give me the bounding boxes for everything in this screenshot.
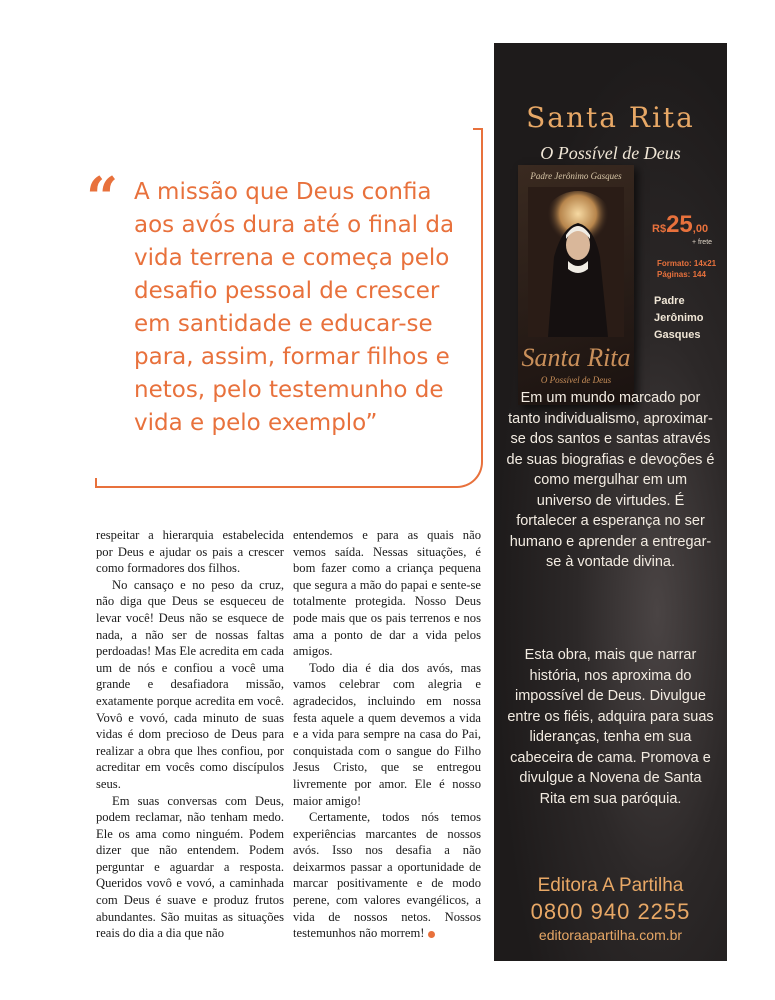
book-format: Formato: 14x21: [657, 259, 717, 268]
quote-open-mark: “: [86, 165, 119, 231]
author-line: Jerônimo: [654, 312, 704, 324]
paragraph: No cansaço e no peso da cruz, não diga que Deus se esqueceu de levar você! Deus não se esquece de nada, a não ser de nossas faltas perdoadas! Mas Ele acredita em cada um de nós e confiou a você uma grande e desafiadora missão, exatamente porque acredita em você. Vovô e vovó, cada minuto de suas vidas é dom precioso de Deus para realizar a obra que lhes confiou, por acreditar em vocês como discípulos seus.: [96, 577, 284, 791]
paragraph-text: Certamente, todos nós temos experiências marcantes de nossos avós. Isso nos desafia a não deixarmos passar a oportunidade de marcar positivamente e de modo perene, com valores evangélicos, a vida de nossos netos. Nossos testemunhos não morrem!: [293, 810, 481, 941]
paragraph: Em suas conversas com Deus, podem reclamar, não tenham medo. Ele os ama como ninguém. Podem dizer que não entendem. Podem perguntar e aguardar a resposta. Queridos vovô e vovó, a caminhada com Deus é suave e produz frutos abundantes. São muitas as situações reais do dia a dia que não: [96, 793, 284, 941]
book-advertisement[interactable]: [494, 43, 727, 961]
article-column-1: [96, 527, 284, 942]
paragraph: Todo dia é dia dos avós, mas vamos celebrar com alegria e agradecidos, incluindo em nossa festa aquele a quem devemos a vida e a vida para sempre na casa do Pai, conquistada com o sangue do Filho Jesus Cristo, que se entregou livremente por amor. Ele é nosso maior amigo!: [293, 660, 481, 808]
author-line: Padre: [654, 295, 685, 307]
paragraph-last: [293, 809, 481, 942]
shipping-note: + frete: [692, 239, 713, 246]
paragraph: entendemos e para as quais não vemos saída. Nessas situações, é bom fazer como a criança pequena que segura a mão do papai e sente-se totalmente protegida. Nosso Deus pode mais que os pais terrenos e nos ama a ponto de dar a vida pelos amigos.: [293, 528, 481, 659]
frame-tick-left: [95, 478, 97, 488]
book-cover-author: Padre Jerônimo Gasques: [530, 171, 622, 181]
frame-tick-top: [473, 128, 483, 130]
price: [652, 211, 708, 239]
ad-paragraph-2: Esta obra, mais que narrar história, nos aproxima do impossível de Deus. Divulgue entre os fiéis, adquira para suas lideranças, tenha em sua cabeceira de cama. Promova e divulgue a Novena de Santa Rita em sua paróquia.: [507, 647, 714, 807]
price-currency: R$: [652, 223, 667, 235]
end-mark-icon: [428, 931, 435, 938]
article-column-2: [293, 527, 481, 942]
publisher-website-link[interactable]: editoraapartilha.com.br: [538, 927, 683, 943]
author-line: Gasques: [654, 329, 701, 341]
price-decimal: ,00: [692, 223, 709, 235]
publisher-name: Editora A Partilha: [537, 875, 684, 896]
saint-portrait-icon: [528, 187, 624, 337]
ad-subtitle: O Possível de Deus: [540, 143, 681, 163]
ad-title: Santa Rita: [526, 101, 695, 134]
price-integer: 25: [666, 211, 693, 238]
book-cover-subtitle: O Possível de Deus: [540, 375, 612, 385]
publisher-phone[interactable]: 0800 940 2255: [530, 899, 691, 924]
book-author: [654, 293, 726, 344]
book-cover-title: Santa Rita: [521, 343, 631, 372]
ad-paragraph-1: Em um mundo marcado por tanto individualismo, aproximar-se dos santos e santas através de suas biografias e devoções é como mergulhar em um universo de virtudes. É fortalecer a esperança no ser humano e aprender a entregar-se à vontade divina.: [506, 390, 715, 570]
pull-quote: A missão que Deus confia aos avós dura até o final da vida terrena e começa pelo desafio pessoal de crescer em santidade e educar-se para, assim, formar filhos e netos, pelo testemunho de vida e pelo exemplo”: [134, 179, 455, 436]
book-pages: Páginas: 144: [657, 270, 706, 279]
book-cover: [518, 165, 634, 405]
paragraph: respeitar a hierarquia estabelecida por Deus e ajudar os pais a crescer como formadores dos filhos.: [96, 528, 284, 576]
